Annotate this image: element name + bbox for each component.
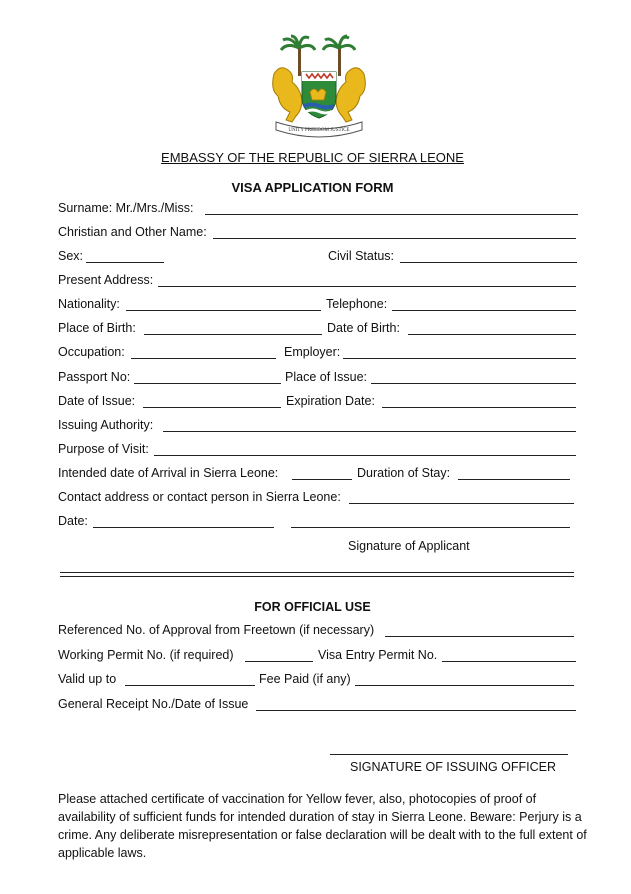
- coat-of-arms-emblem: [266, 34, 372, 138]
- telephone-label: Telephone:: [326, 297, 388, 311]
- civil-status-label: Civil Status:: [328, 249, 394, 263]
- issuing-authority-label: Issuing Authority:: [58, 418, 154, 432]
- shield-icon: [302, 72, 336, 118]
- official-use-heading: FOR OFFICIAL USE: [254, 600, 371, 614]
- date-label: Date:: [58, 514, 88, 528]
- christian-name-field[interactable]: [213, 238, 576, 239]
- surname-label: Surname: Mr./Mrs./Miss:: [58, 201, 194, 215]
- working-permit-field[interactable]: [245, 661, 313, 662]
- contact-address-field[interactable]: [349, 503, 574, 504]
- duration-of-stay-field[interactable]: [458, 479, 570, 480]
- lion-left-icon: [273, 68, 302, 122]
- referenced-no-label: Referenced No. of Approval from Freetown (if necessary): [58, 623, 375, 637]
- sex-field[interactable]: [86, 262, 164, 263]
- contact-address-label: Contact address or contact person in Sierra Leone:: [58, 490, 341, 504]
- place-of-issue-label: Place of Issue:: [285, 370, 367, 384]
- vaccination-note: Please attached certificate of vaccination for Yellow fever, also, photocopies of proof of availability of sufficient funds for intended duration of stay in Sierra Leone. Beware: Perjury is a crime. Any deliberate misrepresentation or false declaration will be dealt with to the full extent of applicable laws.: [58, 792, 587, 860]
- general-receipt-label: General Receipt No./Date of Issue: [58, 697, 249, 711]
- referenced-no-field[interactable]: [385, 636, 574, 637]
- arrival-date-field[interactable]: [292, 479, 352, 480]
- issuing-authority-field[interactable]: [163, 431, 576, 432]
- date-of-issue-label: Date of Issue:: [58, 394, 136, 408]
- occupation-field[interactable]: [131, 358, 276, 359]
- working-permit-label: Working Permit No. (if required): [58, 648, 234, 662]
- present-address-label: Present Address:: [58, 273, 154, 287]
- valid-up-to-field[interactable]: [125, 685, 255, 686]
- purpose-of-visit-field[interactable]: [154, 455, 576, 456]
- expiration-date-field[interactable]: [382, 407, 576, 408]
- civil-status-field[interactable]: [400, 262, 577, 263]
- officer-signature-field[interactable]: [330, 754, 568, 755]
- purpose-of-visit-label: Purpose of Visit:: [58, 442, 149, 456]
- separator-line-top: [60, 572, 574, 573]
- expiration-date-label: Expiration Date:: [286, 394, 375, 408]
- date-of-issue-field[interactable]: [143, 407, 281, 408]
- passport-no-field[interactable]: [134, 383, 281, 384]
- signature-officer-label: SIGNATURE OF ISSUING OFFICER: [350, 760, 557, 774]
- surname-field[interactable]: [205, 214, 578, 215]
- date-of-birth-label: Date of Birth:: [327, 321, 400, 335]
- employer-label: Employer:: [284, 345, 341, 359]
- place-of-birth-field[interactable]: [144, 334, 322, 335]
- nationality-field[interactable]: [126, 310, 321, 311]
- employer-field[interactable]: [343, 358, 576, 359]
- passport-no-label: Passport No:: [58, 370, 131, 384]
- fee-paid-label: Fee Paid (if any): [259, 672, 351, 686]
- embassy-heading: EMBASSY OF THE REPUBLIC OF SIERRA LEONE: [161, 150, 464, 165]
- christian-name-label: Christian and Other Name:: [58, 225, 207, 239]
- date-of-birth-field[interactable]: [408, 334, 576, 335]
- occupation-label: Occupation:: [58, 345, 125, 359]
- visa-entry-permit-field[interactable]: [442, 661, 576, 662]
- telephone-field[interactable]: [392, 310, 576, 311]
- visa-entry-permit-label: Visa Entry Permit No.: [318, 648, 438, 662]
- fee-paid-field[interactable]: [355, 685, 574, 686]
- arrival-date-label: Intended date of Arrival in Sierra Leone:: [58, 466, 279, 480]
- date-field[interactable]: [93, 527, 274, 528]
- general-receipt-field[interactable]: [256, 710, 576, 711]
- nationality-label: Nationality:: [58, 297, 120, 311]
- valid-up-to-label: Valid up to: [58, 672, 117, 686]
- place-of-issue-field[interactable]: [371, 383, 576, 384]
- applicant-signature-field[interactable]: [291, 527, 570, 528]
- svg-text:UNITY FREEDOM JUSTICE: UNITY FREEDOM JUSTICE: [288, 128, 350, 133]
- form-title: VISA APPLICATION FORM: [231, 180, 394, 195]
- place-of-birth-label: Place of Birth:: [58, 321, 136, 335]
- duration-of-stay-label: Duration of Stay:: [357, 466, 451, 480]
- separator-line-bottom: [60, 576, 574, 577]
- sex-label: Sex:: [58, 249, 84, 263]
- present-address-field[interactable]: [158, 286, 576, 287]
- signature-applicant-label: Signature of Applicant: [348, 539, 470, 553]
